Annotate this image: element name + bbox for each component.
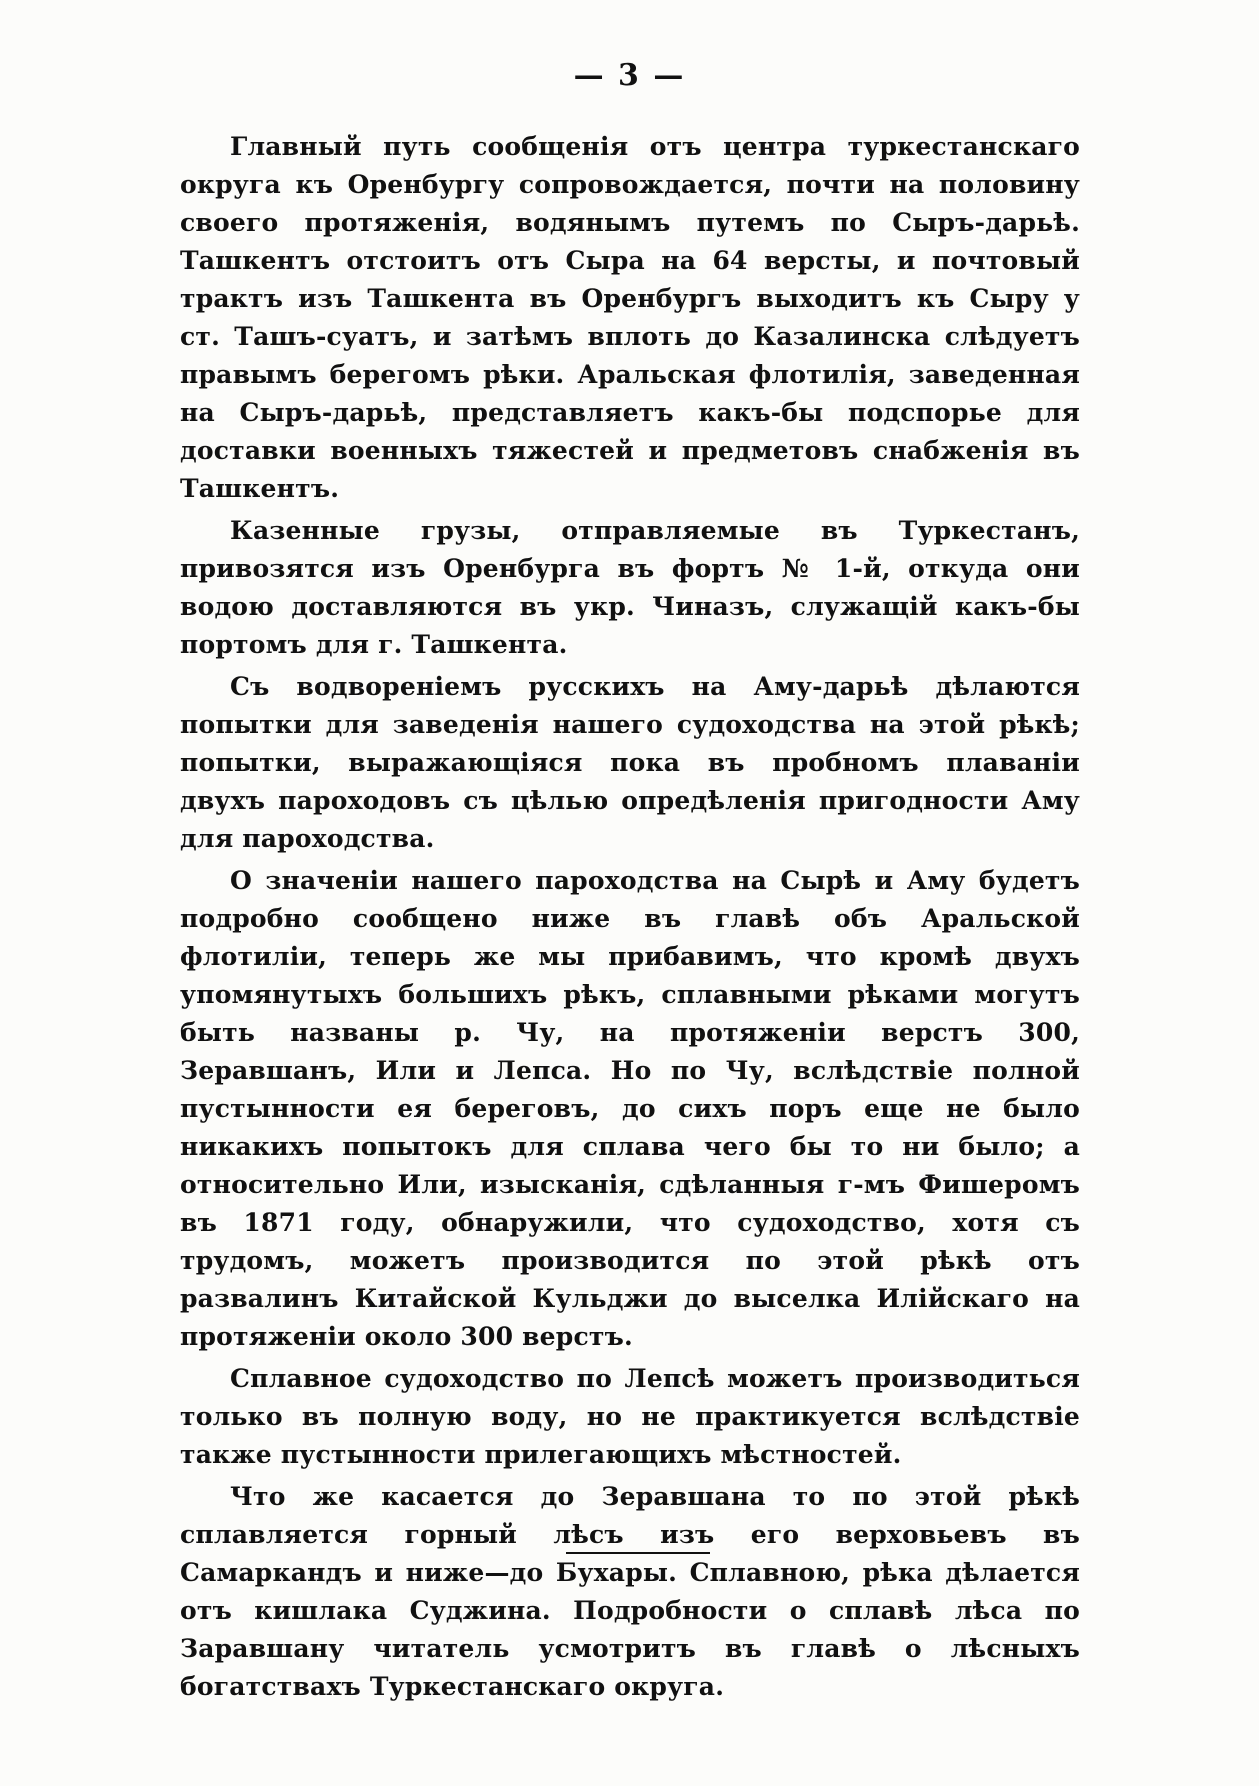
paragraph-amu-darya: Съ водвореніемъ русскихъ на Аму-дарьѣ дѣлаются попытки для заведенія нашего судоходства на этой рѣкѣ; попытки, выражающіяся пока въ пробномъ плаваніи двухъ пароходовъ съ цѣлью опредѣленія пригодности Аму для пароходства. <box>180 672 1080 853</box>
body-text <box>180 128 1080 1710</box>
paragraph-main-route: Главный путь сообщенія отъ центра туркестанскаго округа къ Оренбургу сопровождается, почти на половину своего протяженія, водянымъ путемъ по Сыръ-дарьѣ. Ташкентъ отстоитъ отъ Сыра на 64 версты, и почтовый трактъ изъ Ташкента въ Оренбургъ выходитъ къ Сыру у ст. Ташъ-суатъ, и затѣмъ вплоть до Казалинска слѣдуетъ правымъ берегомъ рѣки. Аральская флотилія, заведенная на Сыръ-дарьѣ, представляетъ какъ-бы подспорье для доставки военныхъ тяжестей и предметовъ снабженія въ Ташкентъ. <box>180 132 1080 503</box>
page-number: — 3 — <box>573 58 686 93</box>
paragraph-navigable-rivers: О значеніи нашего пароходства на Сырѣ и Аму будетъ подробно сообщено ниже въ главѣ объ Аральской флотиліи, теперь же мы прибавимъ, что кромѣ двухъ упомянутыхъ большихъ рѣкъ, сплавными рѣками могутъ быть названы р. Чу, на протяженіи верстъ 300, Зеравшанъ, Или и Лепса. Но по Чу, вслѣдствіе полной пустынности ея береговъ, до сихъ поръ еще не было никакихъ попытокъ для сплава чего бы то ни было; а относительно Или, изысканія, сдѣланныя г-мъ Фишеромъ въ 1871 году, обнаружили, что судоходство, хотя съ трудомъ, можетъ производится по этой рѣкѣ отъ развалинъ Китайской Кульджи до выселка Илійскаго на протяженіи около 300 верстъ. <box>180 866 1080 1351</box>
paragraph-zeravshan: Что же касается до Зеравшана то по этой рѣкѣ сплавляется горный лѣсъ изъ его верховьевъ въ Самаркандъ и ниже—до Бухары. Сплавною, рѣка дѣлается отъ кишлака Суджина. Подробности о сплавѣ лѣса по Заравшану читатель усмотритъ въ главѣ о лѣсныхъ богатствахъ Туркестанскаго округа. <box>180 1482 1080 1701</box>
paragraph-state-cargo: Казенные грузы, отправляемые въ Туркестанъ, привозятся изъ Оренбурга въ фортъ № 1-й, откуда они водою доставляются въ укр. Чиназъ, служащій какъ-бы портомъ для г. Ташкента. <box>180 516 1080 659</box>
paragraph-lepsa: Сплавное судоходство по Лепсѣ можетъ производиться только въ полную воду, но не практикуется вслѣдствіе также пустынности прилегающихъ мѣстностей. <box>180 1364 1080 1469</box>
section-end-rule <box>566 1552 710 1554</box>
